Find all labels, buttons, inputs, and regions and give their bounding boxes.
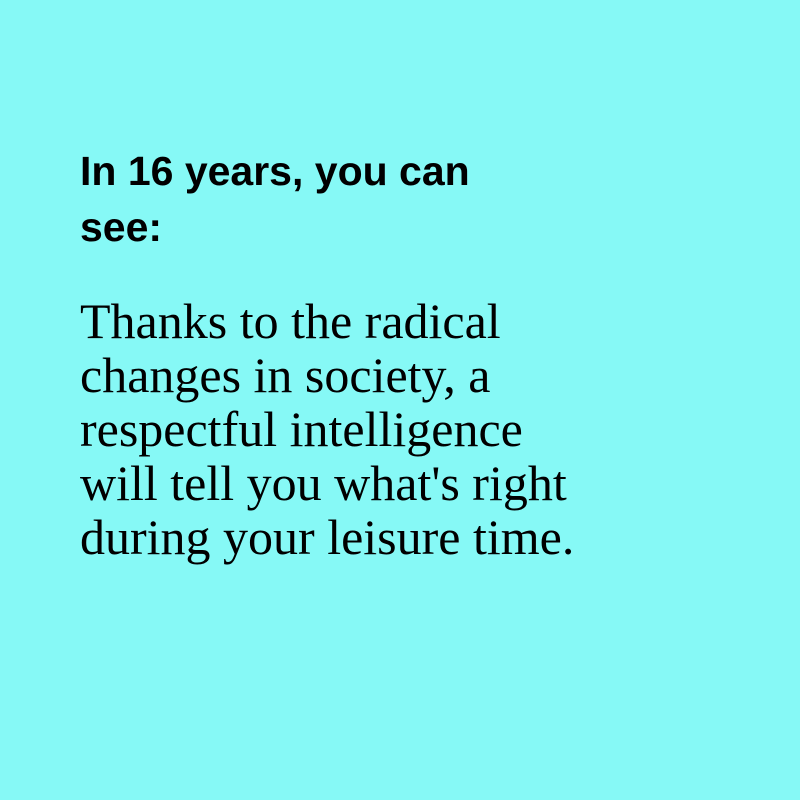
body-line: changes in society, a (80, 347, 491, 403)
card-body-text (80, 294, 720, 564)
body-line: will tell you what's right (80, 455, 567, 511)
body-line: respectful intelligence (80, 401, 523, 457)
body-line: Thanks to the radical (80, 293, 501, 349)
body-line: during your leisure time. (80, 509, 575, 565)
heading-line: In 16 years, you can (80, 148, 470, 194)
card-heading (80, 143, 700, 255)
heading-line: see: (80, 204, 163, 250)
